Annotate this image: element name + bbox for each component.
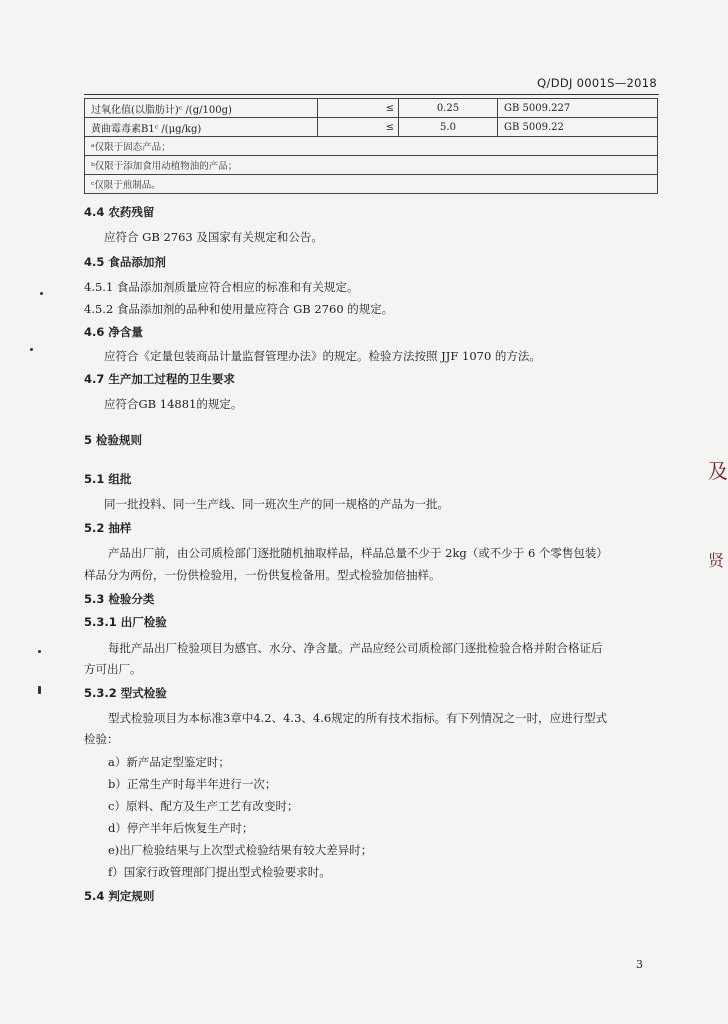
spec-table <box>84 98 658 194</box>
scan-speck <box>30 348 33 351</box>
section-4-7-title: 4.7 生产加工过程的卫生要求 <box>84 372 235 386</box>
method-cell: GB 5009.227 <box>498 99 658 118</box>
scan-speck <box>38 686 41 694</box>
scan-speck <box>40 292 43 295</box>
section-5-1-text: 同一批投料、同一生产线、同一班次生产的同一规格的产品为一批。 <box>104 497 449 511</box>
list-item: c）原料、配方及生产工艺有改变时； <box>108 799 299 813</box>
section-5-2-text-line1: 产品出厂前，由公司质检部门逐批随机抽取样品，样品总量不少于 2kg（或不少于 6 个零售包装） <box>108 546 608 560</box>
section-4-5-2: 4.5.2 食品添加剂的品种和使用量应符合 GB 2760 的规定。 <box>84 302 394 316</box>
scan-speck <box>38 650 41 653</box>
margin-stamp-fragment: 及 <box>708 459 728 483</box>
section-4-5-title: 4.5 食品添加剂 <box>84 255 166 269</box>
section-5-3-title: 5.3 检验分类 <box>84 592 155 606</box>
section-4-6-title: 4.6 净含量 <box>84 325 143 339</box>
section-4-4-title: 4.4 农药残留 <box>84 205 155 219</box>
section-5-3-1-text-line1: 每批产品出厂检验项目为感官、水分、净含量。产品应经公司质检部门逐批检验合格并附合格证后 <box>108 641 603 655</box>
section-4-5-1: 4.5.1 食品添加剂质量应符合相应的标准和有关规定。 <box>84 280 359 294</box>
table-note-row <box>85 137 658 156</box>
item-cell: 过氧化值(以脂肪计)ᶜ /(g/100g) <box>85 99 318 118</box>
section-5-3-2-text-line1: 型式检验项目为本标准3章中4.2、4.3、4.6规定的所有技术指标。有下列情况之一时，应进行型式 <box>108 711 608 725</box>
table-note: ᶜ仅限于煎制品。 <box>85 175 658 194</box>
table-row <box>85 118 658 137</box>
list-item: b）正常生产时每半年进行一次； <box>108 777 277 791</box>
page-number: 3 <box>636 958 643 971</box>
table-note-row <box>85 175 658 194</box>
section-5-1-title: 5.1 组批 <box>84 472 132 486</box>
section-4-7-text: 应符合GB 14881的规定。 <box>104 397 243 411</box>
section-5-3-1-text-line2: 方可出厂。 <box>84 662 142 676</box>
section-4-4-text: 应符合 GB 2763 及国家有关规定和公告。 <box>104 230 323 244</box>
value-cell: 0.25 <box>399 99 498 118</box>
section-5-3-1-title: 5.3.1 出厂检验 <box>84 615 167 629</box>
table-note-row <box>85 156 658 175</box>
standard-code: Q/DDJ 0001S—2018 <box>537 76 657 90</box>
header-rule <box>84 94 659 95</box>
operator-cell: ≤ <box>318 118 399 137</box>
chapter-5-title: 5 检验规则 <box>84 433 143 447</box>
section-5-3-2-text-line2: 检验： <box>84 732 119 746</box>
table-row <box>85 99 658 118</box>
section-5-2-text-line2: 样品分为两份，一份供检验用，一份供复检备用。型式检验加倍抽样。 <box>84 568 441 582</box>
table-note: ᵇ仅限于添加食用动植物油的产品； <box>85 156 658 175</box>
table-note: ᵃ仅限于固态产品； <box>85 137 658 156</box>
section-5-3-2-title: 5.3.2 型式检验 <box>84 686 167 700</box>
section-4-6-text: 应符合《定量包装商品计量监督管理办法》的规定。检验方法按照 JJF 1070 的方法。 <box>104 349 541 363</box>
section-5-4-title: 5.4 判定规则 <box>84 889 155 903</box>
method-cell: GB 5009.22 <box>498 118 658 137</box>
item-cell: 黄曲霉毒素B1ᶜ /(μg/kg) <box>85 118 318 137</box>
list-item: d）停产半年后恢复生产时； <box>108 821 254 835</box>
section-5-2-title: 5.2 抽样 <box>84 521 132 535</box>
operator-cell: ≤ <box>318 99 399 118</box>
value-cell: 5.0 <box>399 118 498 137</box>
margin-stamp-fragment: 贤 <box>708 551 725 570</box>
list-item: a）新产品定型鉴定时； <box>108 755 230 769</box>
list-item: f）国家行政管理部门提出型式检验要求时。 <box>108 865 331 879</box>
list-item: e)出厂检验结果与上次型式检验结果有较大差异时； <box>108 843 373 857</box>
